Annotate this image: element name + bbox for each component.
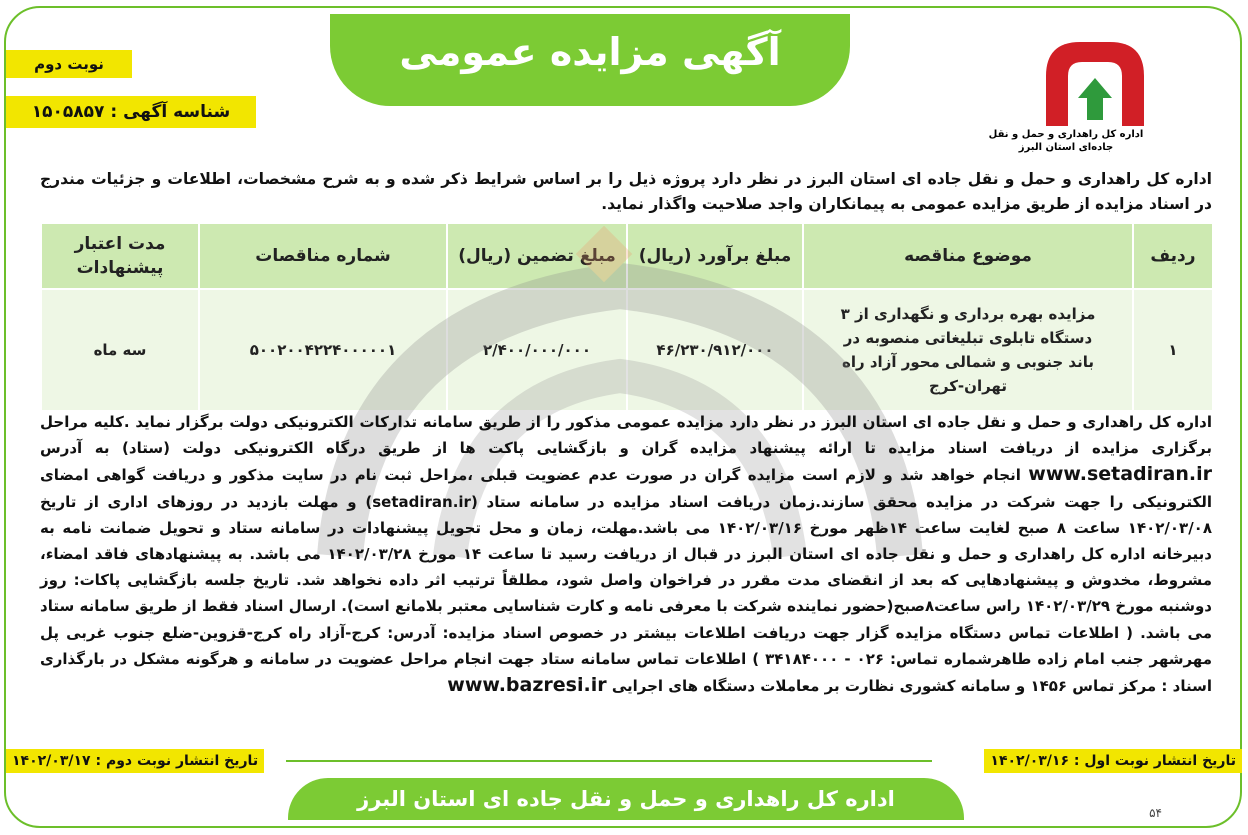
rmto-logo-icon (1040, 36, 1150, 132)
publication-bar (6, 749, 1242, 773)
first-publication-date: تاریخ انتشار نوبت اول : ۱۴۰۲/۰۳/۱۶ (984, 749, 1242, 773)
body-paragraph (40, 409, 1212, 699)
col-subject: موضوع مناقصه (803, 223, 1133, 289)
body-text-part2: انجام خواهد شد و لازم است مزایده گران در صورت عدم عضویت قبلی ،مراحل ثبت نام در سایت مذکور و دریافت گواهی امضای الکترونیکی را جهت شرکت در مزایده محقق سازند.زمان دریافت اسناد مزایده در سامانه ستاد (setadiran.ir) و مهلت بازدید در روزهای اداری از تاریخ ۱۴۰۲/۰۳/۰۸ ساعت ۸ صبح لغایت ساعت ۱۴ظهر مورخ ۱۴۰۲/۰۳/۱۶ می باشد.مهلت، زمان و محل تحویل پیشنهادات در سامانه ستاد و تحویل ضمانت نامه به دبیرخانه اداره کل راهداری و حمل و نقل جاده ای استان البرز در قبال از دریافت رسید تا ساعت ۱۴ مورخ ۱۴۰۲/۰۳/۲۸ می باشد. به پیشنهادهای فاقد امضاء، مشروط، مخدوش و پیشنهادهایی که بعد از انقضای مدت مقرر در فراخوان واصل شود، مطلقاً ترتیب اثر داده نخواهد شد. تاریخ جلسه بازگشایی پاکات: روز دوشنبه مورخ ۱۴۰۲/۰۳/۲۹ راس ساعت۸صبح(حضور نماینده شرکت با معرفی نامه و کارت شناسایی معتبر بلامانع است). ارسال اسناد فقط از طریق سامانه ستاد می باشد. ( اطلاعات تماس دستگاه مزایده گزار جهت دریافت اطلاعات بیشتر در خصوص اسناد مزایده: آدرس: کرج-آزاد راه کرج-قزوین-ضلع جنوب غربی پل مهرشهر جنب امام زاده طاهرشماره تماس: ۰۲۶ - ۳۴۱۸۴۰۰۰ ) اطلاعات تماس سامانه ستاد جهت انجام مراحل عضویت در سامانه و هرگونه مشکل در بارگذاری اسناد : مرکز تماس ۱۴۵۶ و سامانه کشوری نظارت بر معاملات دستگاه های اجرایی (40, 466, 1213, 696)
col-validity: مدت اعتبار پیشنهادات (41, 223, 199, 289)
cell-guarantee: ۲/۴۰۰/۰۰۰/۰۰۰ (447, 289, 627, 411)
col-row-number: ردیف (1133, 223, 1213, 289)
cell-tender-number: ۵۰۰۲۰۰۴۲۲۴۰۰۰۰۰۱ (199, 289, 447, 411)
table-row (41, 289, 1213, 411)
col-estimate: مبلغ برآورد (ریال) (627, 223, 803, 289)
org-name-small: اداره کل راهداری و حمل و نقل جاده‌ای استان البرز (988, 129, 1144, 153)
ad-title: آگهی مزایده عمومی (399, 30, 781, 74)
cell-row-number: ۱ (1133, 289, 1213, 411)
cell-estimate: ۴۶/۲۳۰/۹۱۲/۰۰۰ (627, 289, 803, 411)
intro-paragraph: اداره کل راهداری و حمل و نقل جاده ای استان البرز در نظر دارد پروژه ذیل را بر اساس شرایط ذکر شده و به شرح مشخصات، اطلاعات و جزئیات مندرج در اسناد مزایده از طریق مزایده عمومی به پیمانکاران واجد صلاحیت واگذار نماید. (40, 170, 1212, 213)
second-publication-date: تاریخ انتشار نوبت دوم : ۱۴۰۲/۰۳/۱۷ (6, 749, 264, 773)
setad-link[interactable]: www.setadiran.ir (1028, 463, 1212, 486)
body-text-part1: اداره کل راهداری و حمل و نقل جاده ای استان البرز در نظر دارد مزایده عمومی مذکور را از طریق سامانه تدارکات الکترونیکی دولت برگزار نماید .کلیه مراحل برگزاری مزایده از دریافت اسناد مزایده تا ارائه پیشنهاد مزایده گران و بازگشایی پاکت ها از طریق درگاه الکترونیکی دولت (ستاد) به آدرس (40, 413, 1212, 458)
ad-id-badge: شناسه آگهی : ۱۵۰۵۸۵۷ (6, 96, 256, 128)
round-badge: نوبت دوم (6, 50, 132, 78)
publication-divider (286, 760, 932, 762)
cell-subject: مزایده بهره برداری و نگهداری از ۳ دستگاه تابلوی تبلیغاتی منصوبه در باند جنوبی و شمالی محور آزاد راه تهران-کرج (803, 289, 1133, 411)
footer-org-name: اداره کل راهداری و حمل و نقل جاده ای استان البرز (288, 778, 964, 820)
bazresi-link[interactable]: www.bazresi.ir (447, 674, 607, 697)
col-tender-number: شماره مناقصات (199, 223, 447, 289)
col-guarantee: مبلغ تضمین (ریال) (447, 223, 627, 289)
table-header-row (41, 223, 1213, 289)
cell-validity: سه ماه (41, 289, 199, 411)
page-number: ۵۴ (1149, 806, 1162, 820)
auction-table (40, 222, 1214, 412)
